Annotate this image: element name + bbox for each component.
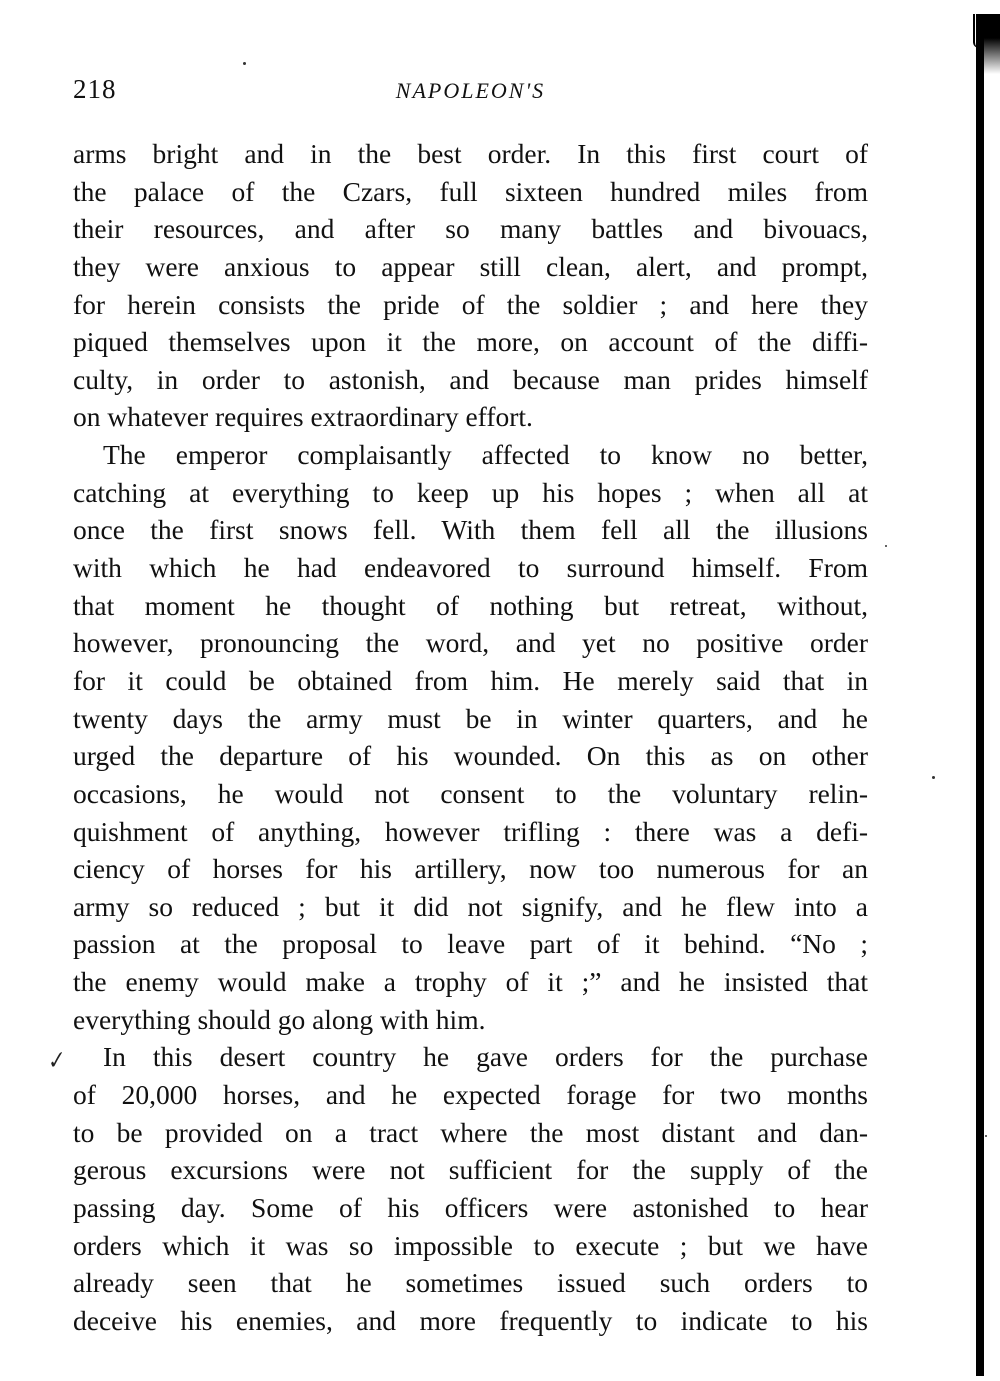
text-line: twenty days the army must be in winter quarters, and he [73,702,868,734]
text-line: on whatever requires extraordinary effort. [73,401,533,433]
scan-speck [885,545,887,547]
text-line: ciency of horses for his artillery, now too numerous for an [73,853,868,885]
paragraph-3 [73,1038,868,1339]
running-head [73,74,868,108]
text-line: catching at everything to keep up his hopes ; when all at [73,476,868,508]
text-line: In this desert country he gave orders for the purchase [103,1041,868,1073]
text-line: already seen that he sometimes issued such orders to [73,1267,868,1299]
text-line: for herein consists the pride of the soldier ; and here they [73,288,868,320]
text-line: army so reduced ; but it did not signify, and he flew into a [73,890,868,922]
text-line: occasions, he would not consent to the voluntary relin- [73,777,868,809]
text-line: passion at the proposal to leave part of it behind. “No ; [73,928,868,960]
binding-edge-top-shadow [984,14,1000,74]
binding-edge-shadow [976,14,984,1376]
text-line: to be provided on a tract where the most distant and dan- [73,1116,868,1148]
text-line: for it could be obtained from him. He merely said that in [73,664,868,696]
text-line: culty, in order to astonish, and because man prides himself [73,363,868,395]
scan-speck [985,1135,987,1137]
scan-speck [243,62,246,65]
text-line: gerous excursions were not sufficient for the supply of the [73,1154,868,1186]
text-line: however, pronouncing the word, and yet no positive order [73,627,868,659]
running-title: NAPOLEON'S [395,78,546,103]
text-line: urged the departure of his wounded. On this as on other [73,740,868,772]
text-line: with which he had endeavored to surround himself. From [73,552,868,584]
paragraph-2 [73,436,868,1038]
text-line: of 20,000 horses, and he expected forage for two months [73,1079,868,1111]
text-line: that moment he thought of nothing but retreat, without, [73,589,868,621]
text-line: they were anxious to appear still clean, alert, and prompt, [73,250,868,282]
text-line: deceive his enemies, and more frequently to indicate to his [73,1304,868,1336]
text-line: the palace of the Czars, full sixteen hundred miles from [73,175,868,207]
margin-check-mark-icon: ✓ [42,1046,68,1075]
text-line: The emperor complaisantly affected to know no better, [103,439,868,471]
text-line: arms bright and in the best order. In this first court of [73,138,868,169]
text-line: passing day. Some of his officers were astonished to hear [73,1191,868,1223]
paragraph-1 [73,135,868,436]
text-line: once the first snows fell. With them fell all the illusions [73,514,868,546]
text-line: piqued themselves upon it the more, on account of the diffi- [73,326,868,358]
page-number: 218 [73,74,117,104]
text-line: everything should go along with him. [73,1003,486,1035]
binding-edge-curve [973,14,979,48]
body-text [73,135,868,1340]
scan-speck [932,776,935,779]
text-line: quishment of anything, however trifling : there was a defi- [73,815,868,847]
text-line: their resources, and after so many battles and bivouacs, [73,213,868,245]
text-line: orders which it was so impossible to execute ; but we have [73,1229,868,1261]
text-line: the enemy would make a trophy of it ;” and he insisted that [73,966,868,998]
